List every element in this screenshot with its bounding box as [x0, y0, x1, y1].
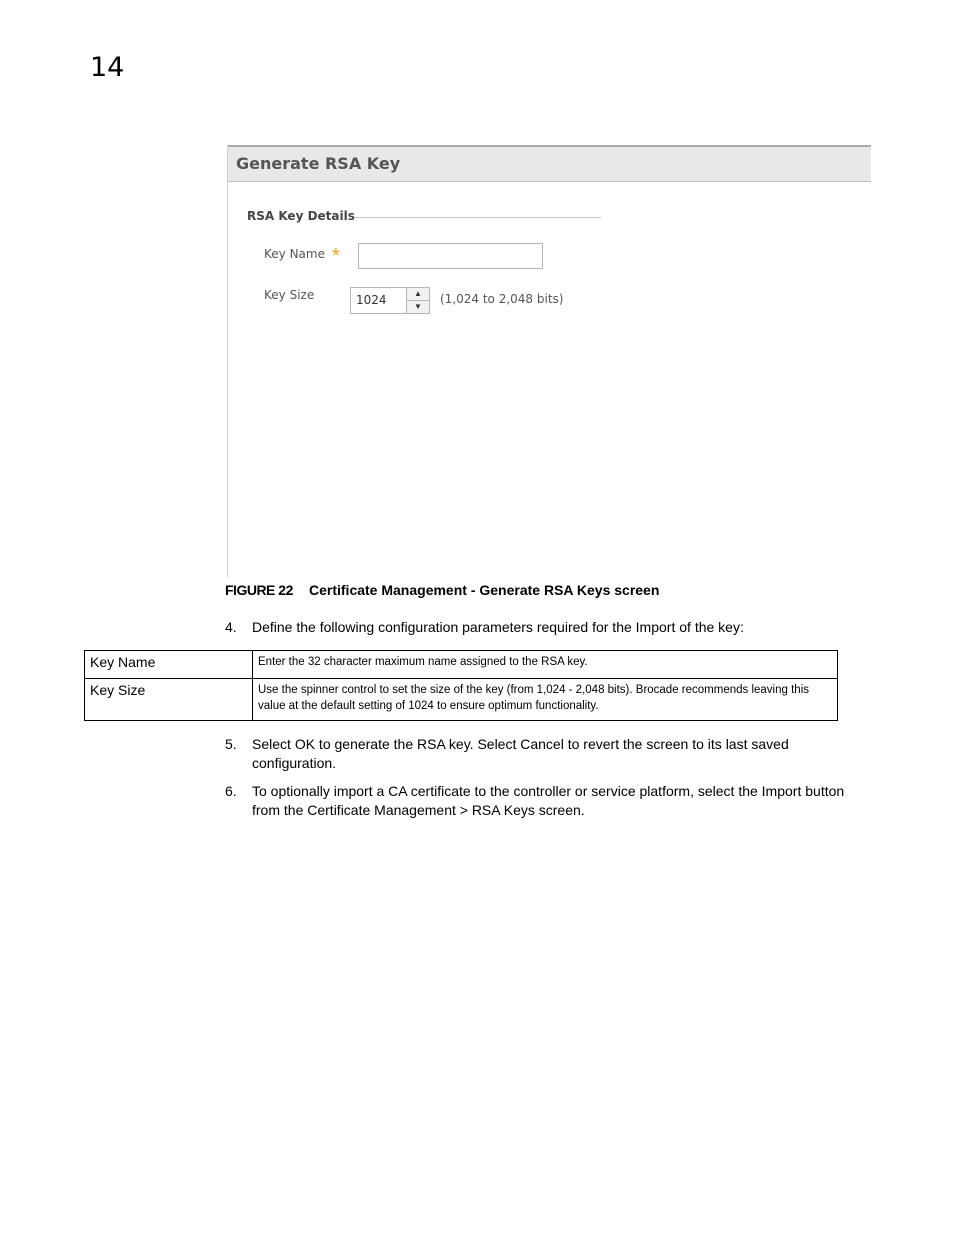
figure-screenshot	[227, 145, 871, 577]
ok-keyword: OK	[294, 736, 316, 752]
step-text: Define the following configuration parameters required for the Import of the key:	[252, 619, 744, 635]
step-number: 4.	[225, 619, 237, 635]
step-number: 6.	[225, 783, 237, 799]
key-size-value[interactable]: 1024	[356, 293, 387, 307]
param-name: Key Name	[85, 651, 253, 679]
spin-down-icon[interactable]: ▼	[414, 302, 422, 311]
dialog-header	[228, 145, 871, 182]
table-row	[85, 651, 838, 679]
key-name-input[interactable]	[358, 243, 543, 269]
param-description: Enter the 32 character maximum name assigned to the RSA key.	[253, 651, 838, 679]
chapter-number: 14	[90, 52, 125, 83]
step-text: To optionally import a CA certificate to the controller or service platform, select the Import button from the Certificate Management > RSA Keys screen.	[252, 783, 845, 818]
key-size-range-hint: (1,024 to 2,048 bits)	[440, 292, 564, 306]
param-description: Use the spinner control to set the size of the key (from 1,024 - 2,048 bits). Brocade recommends leaving this value at the default setting of 1024 to ensure optimum functionality.	[253, 679, 838, 721]
spin-up-icon[interactable]: ▲	[407, 288, 429, 301]
parameter-table	[84, 650, 838, 721]
figure-caption-text: Certificate Management - Generate RSA Keys screen	[309, 582, 660, 598]
step-number: 5.	[225, 736, 237, 752]
import-keyword: Import	[635, 619, 676, 635]
section-label: RSA Key Details	[247, 209, 355, 223]
import-keyword: Import	[761, 783, 802, 799]
key-name-label: Key Name	[264, 247, 325, 261]
cancel-keyword: Cancel	[520, 736, 564, 752]
dialog-title: Generate RSA Key	[236, 154, 401, 173]
key-size-label: Key Size	[264, 288, 315, 302]
key-size-spinner[interactable]	[350, 287, 430, 314]
figure-number: FIGURE 22	[225, 582, 293, 598]
section-divider	[355, 217, 601, 218]
spinner-buttons	[406, 288, 429, 313]
param-name: Key Size	[85, 679, 253, 721]
figure-caption	[225, 582, 660, 598]
required-star-icon: *	[332, 245, 340, 267]
step-text: Select OK to generate the RSA key. Select Cancel to revert the screen to its last saved configuration.	[252, 736, 789, 771]
table-row	[85, 679, 838, 721]
